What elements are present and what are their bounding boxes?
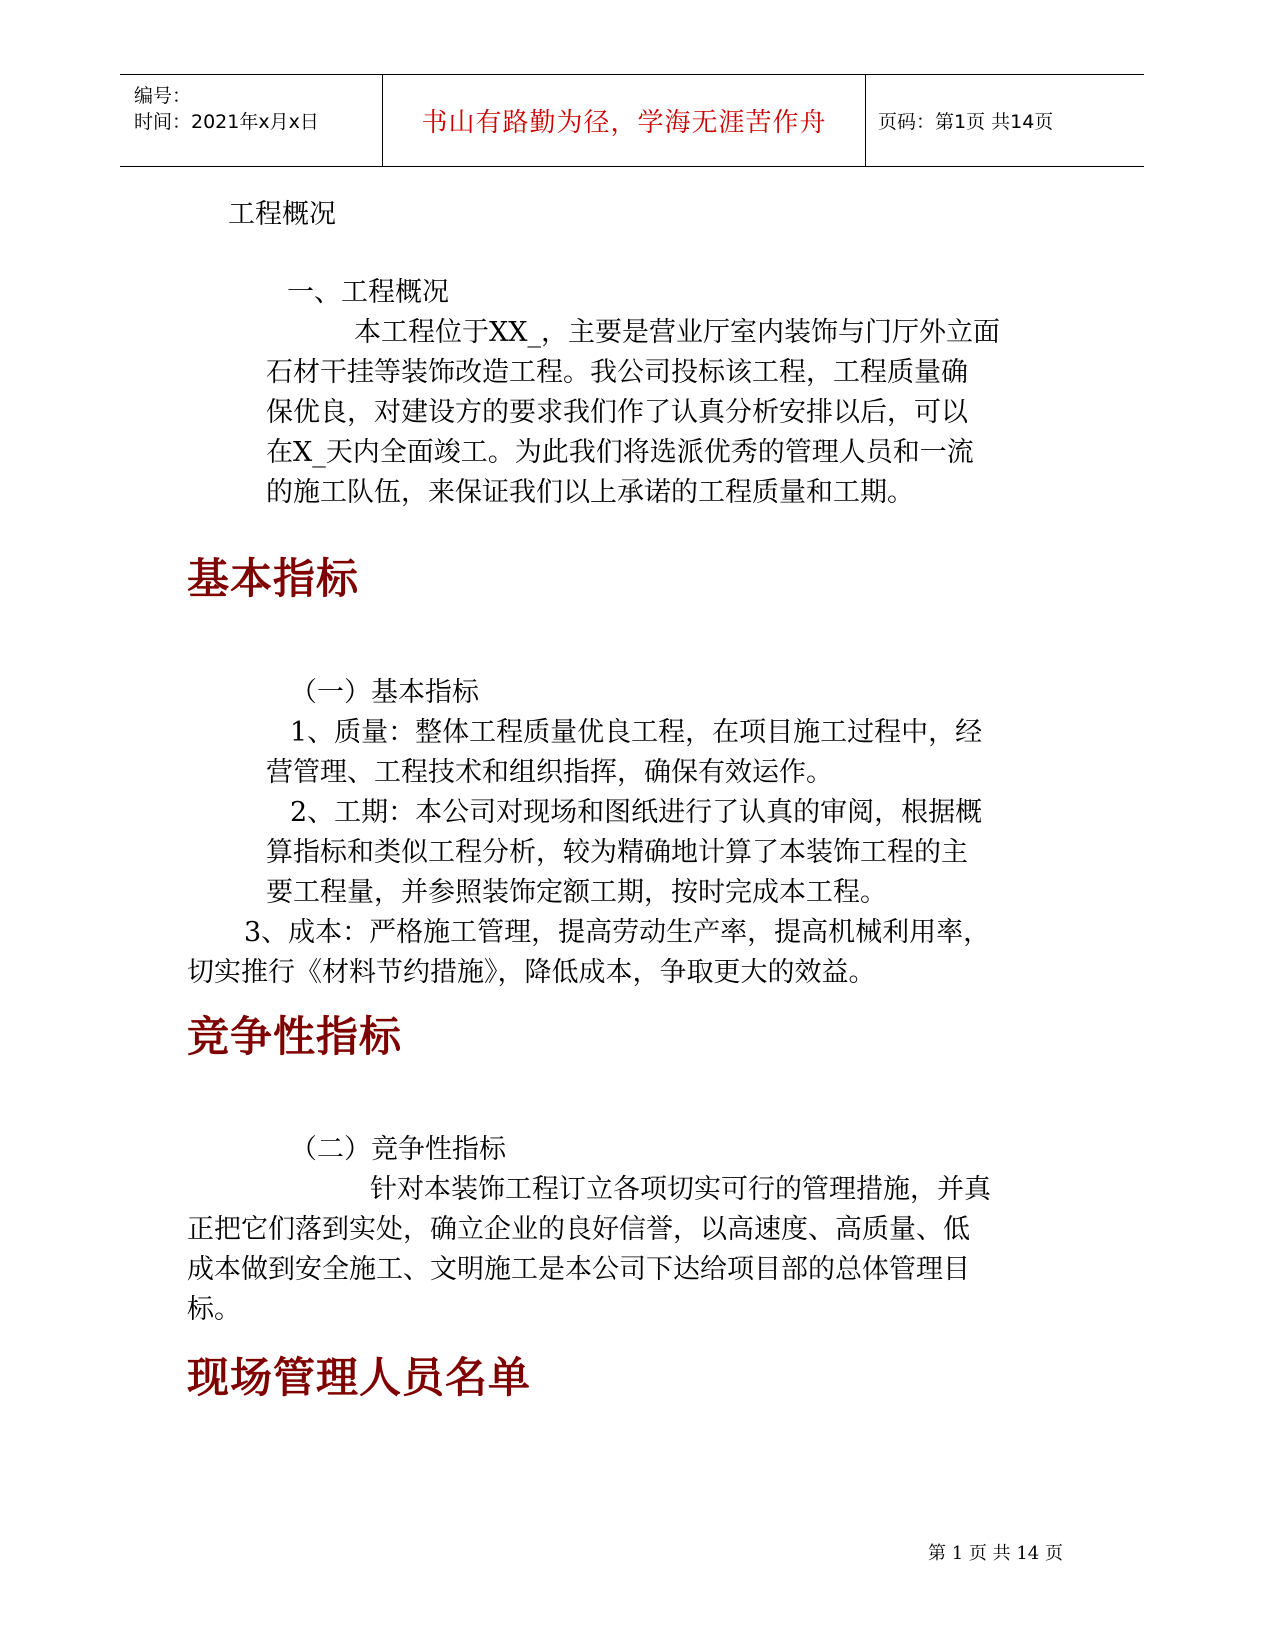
basic-line: 切实推行《材料节约措施》，降低成本，争取更大的效益。	[187, 957, 876, 988]
compete-line: 正把它们落到实处，确立企业的良好信誉，以高速度、高质量、低	[187, 1214, 970, 1245]
header-motto: 书山有路勤为径，学海无涯苦作舟	[421, 108, 827, 138]
basic-line: 营管理、工程技术和组织指挥，确保有效运作。	[266, 757, 833, 788]
heading-compete: 竞争性指标	[187, 1012, 403, 1061]
header-page-cell	[866, 75, 1144, 166]
compete-line: 标。	[187, 1294, 241, 1325]
section1-line: 本工程位于XX_，主要是营业厅室内装饰与门厅外立面	[354, 317, 1000, 348]
basic-line: 1、质量：整体工程质量优良工程，在项目施工过程中，经	[290, 717, 983, 748]
compete-line: 成本做到安全施工、文明施工是本公司下达给项目部的总体管理目	[187, 1254, 970, 1285]
basic-line: 2、工期：本公司对现场和图纸进行了认真的审阅，根据概	[290, 797, 983, 828]
section1-line: 在X_天内全面竣工。为此我们将选派优秀的管理人员和一流	[266, 437, 974, 468]
section1-line: 的施工队伍，来保证我们以上承诺的工程质量和工期。	[266, 477, 914, 508]
time-label: 时间：2021年x月x日	[134, 111, 319, 133]
header-meta-cell	[120, 75, 383, 166]
basic-line: 算指标和类似工程分析，较为精确地计算了本装饰工程的主	[266, 837, 968, 868]
page-footer: 第 1 页 共 14 页	[928, 1543, 1063, 1564]
header-motto-cell	[383, 75, 866, 166]
section1-line: 石材干挂等装饰改造工程。我公司投标该工程，工程质量确	[266, 357, 968, 388]
compete-line: 针对本装饰工程订立各项切实可行的管理措施，并真	[370, 1174, 991, 1205]
compete-subheading: （二）竞争性指标	[290, 1134, 506, 1165]
heading-basic: 基本指标	[187, 554, 360, 603]
serial-label: 编号：	[134, 85, 192, 107]
section1-heading: 一、工程概况	[287, 277, 449, 308]
section1-line: 保优良，对建设方的要求我们作了认真分析安排以后，可以	[266, 397, 968, 428]
doc-title: 工程概况	[228, 199, 336, 230]
heading-staff: 现场管理人员名单	[187, 1353, 532, 1402]
basic-line: 要工程量，并参照装饰定额工期，按时完成本工程。	[266, 877, 887, 908]
page-header-table	[120, 74, 1144, 167]
basic-subheading: （一）基本指标	[290, 677, 479, 708]
basic-line: 3、成本：严格施工管理，提高劳动生产率，提高机械利用率，	[244, 917, 991, 948]
header-page-info: 页码：第1页 共14页	[878, 111, 1054, 133]
